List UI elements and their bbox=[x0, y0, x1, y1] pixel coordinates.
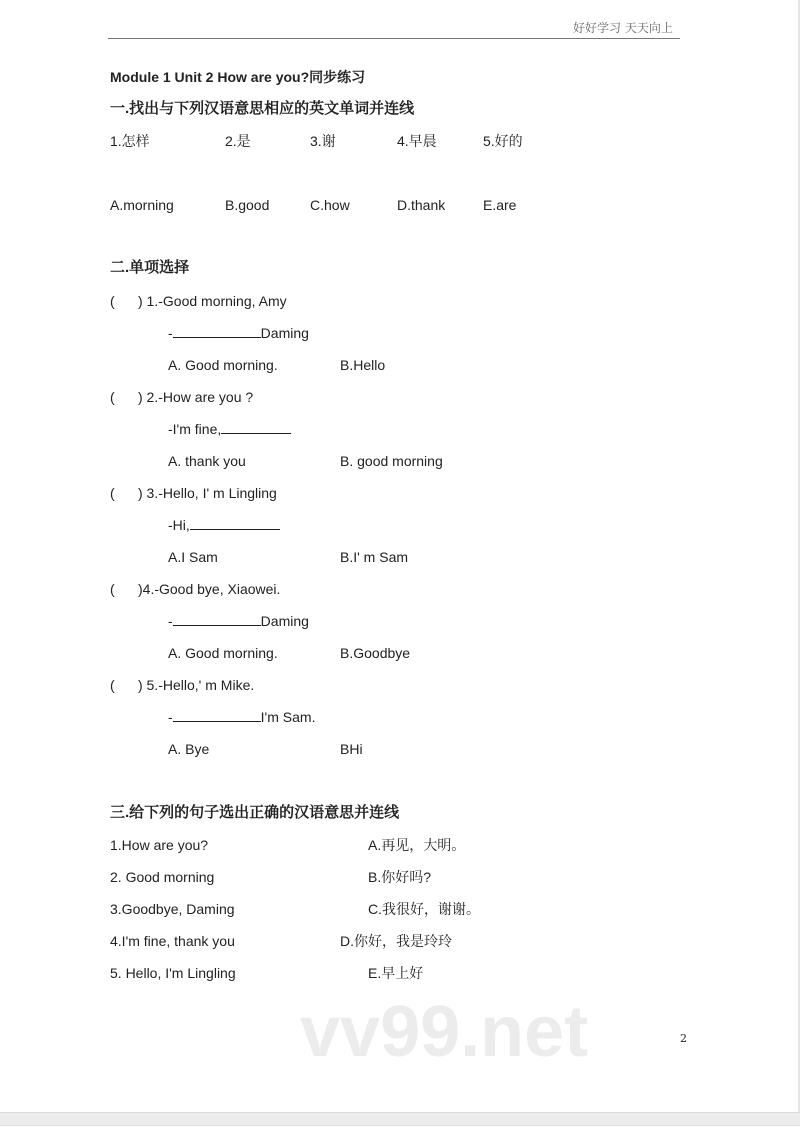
answer-blank[interactable] bbox=[190, 517, 280, 530]
english-word: C.how bbox=[310, 197, 350, 213]
page-title: Module 1 Unit 2 How are you?同步练习 bbox=[110, 69, 366, 85]
dialogue-reply bbox=[168, 420, 291, 438]
sentence: 1.How are you? bbox=[110, 837, 209, 853]
answer-blank[interactable] bbox=[173, 613, 261, 626]
question-text: ) 5.-Hello,' m Mike. bbox=[138, 677, 255, 693]
reply-prefix: -I'm fine, bbox=[168, 421, 222, 437]
option-a: A. Good morning. bbox=[168, 645, 278, 661]
answer-blank[interactable] bbox=[173, 709, 261, 722]
english-word: D.thank bbox=[397, 197, 446, 213]
answer-paren: ( bbox=[110, 389, 115, 405]
english-word: A.morning bbox=[110, 197, 174, 213]
section1-heading: 一.找出与下列汉语意思相应的英文单词并连线 bbox=[110, 100, 415, 117]
question-text: ) 2.-How are you ? bbox=[138, 389, 254, 405]
option-a: A. Good morning. bbox=[168, 357, 278, 373]
english-word: B.good bbox=[225, 197, 270, 213]
sentence: 5. Hello, I'm Lingling bbox=[110, 965, 236, 981]
option-a: A. Bye bbox=[168, 741, 210, 757]
meaning: C.我很好，谢谢。 bbox=[368, 901, 480, 917]
reply-prefix: - bbox=[168, 325, 173, 341]
meaning: D.你好，我是玲玲 bbox=[340, 933, 452, 949]
option-a: A.I Sam bbox=[168, 549, 218, 565]
reply-suffix: I'm Sam. bbox=[260, 709, 316, 725]
answer-paren: ( bbox=[110, 677, 115, 693]
sentence: 4.I'm fine, thank you bbox=[110, 933, 235, 949]
chinese-word: 4.早晨 bbox=[397, 133, 437, 149]
dialogue-reply bbox=[168, 612, 309, 630]
answer-paren: ( bbox=[110, 485, 115, 501]
sentence: 2. Good morning bbox=[110, 869, 215, 885]
meaning: B.你好吗? bbox=[368, 869, 432, 885]
question-text: ) 1.-Good morning, Amy bbox=[138, 293, 287, 309]
header-rule bbox=[108, 38, 680, 39]
english-word: E.are bbox=[483, 197, 517, 213]
answer-blank[interactable] bbox=[173, 325, 261, 338]
option-b: B.Hello bbox=[340, 357, 386, 373]
option-b: B.Goodbye bbox=[340, 645, 411, 661]
answer-paren: ( bbox=[110, 293, 115, 309]
question-text: )4.-Good bye, Xiaowei. bbox=[138, 581, 281, 597]
meaning: A.再见，大明。 bbox=[368, 837, 466, 853]
reply-prefix: - bbox=[168, 613, 173, 629]
chinese-word: 1.怎样 bbox=[110, 133, 150, 149]
option-b: B. good morning bbox=[340, 453, 443, 469]
reply-prefix: - bbox=[168, 709, 173, 725]
dialogue-reply bbox=[168, 324, 309, 342]
chinese-word: 2.是 bbox=[225, 133, 251, 149]
section3-heading: 三.给下列的句子选出正确的汉语意思并连线 bbox=[110, 804, 400, 821]
chinese-word: 5.好的 bbox=[483, 133, 523, 149]
reply-prefix: -Hi, bbox=[168, 517, 190, 533]
meaning: E.早上好 bbox=[368, 965, 424, 981]
option-a: A. thank you bbox=[168, 453, 246, 469]
reply-suffix: Daming bbox=[260, 613, 309, 629]
section2-heading: 二.单项选择 bbox=[110, 259, 190, 276]
dialogue-reply bbox=[168, 516, 280, 534]
answer-blank[interactable] bbox=[221, 421, 291, 434]
chinese-word: 3.谢 bbox=[310, 133, 336, 149]
dialogue-reply bbox=[168, 708, 315, 726]
question-text: ) 3.-Hello, I' m Lingling bbox=[138, 485, 277, 501]
page-separator bbox=[0, 1112, 800, 1126]
option-b: B.I' m Sam bbox=[340, 549, 409, 565]
option-b: BHi bbox=[340, 741, 363, 757]
page-number: 2 bbox=[680, 1032, 687, 1045]
header-motto: 好好学习 天天向上 bbox=[573, 21, 673, 35]
sentence: 3.Goodbye, Daming bbox=[110, 901, 235, 917]
watermark: vv99.net bbox=[300, 992, 589, 1072]
reply-suffix: Daming bbox=[260, 325, 309, 341]
answer-paren: ( bbox=[110, 581, 115, 597]
